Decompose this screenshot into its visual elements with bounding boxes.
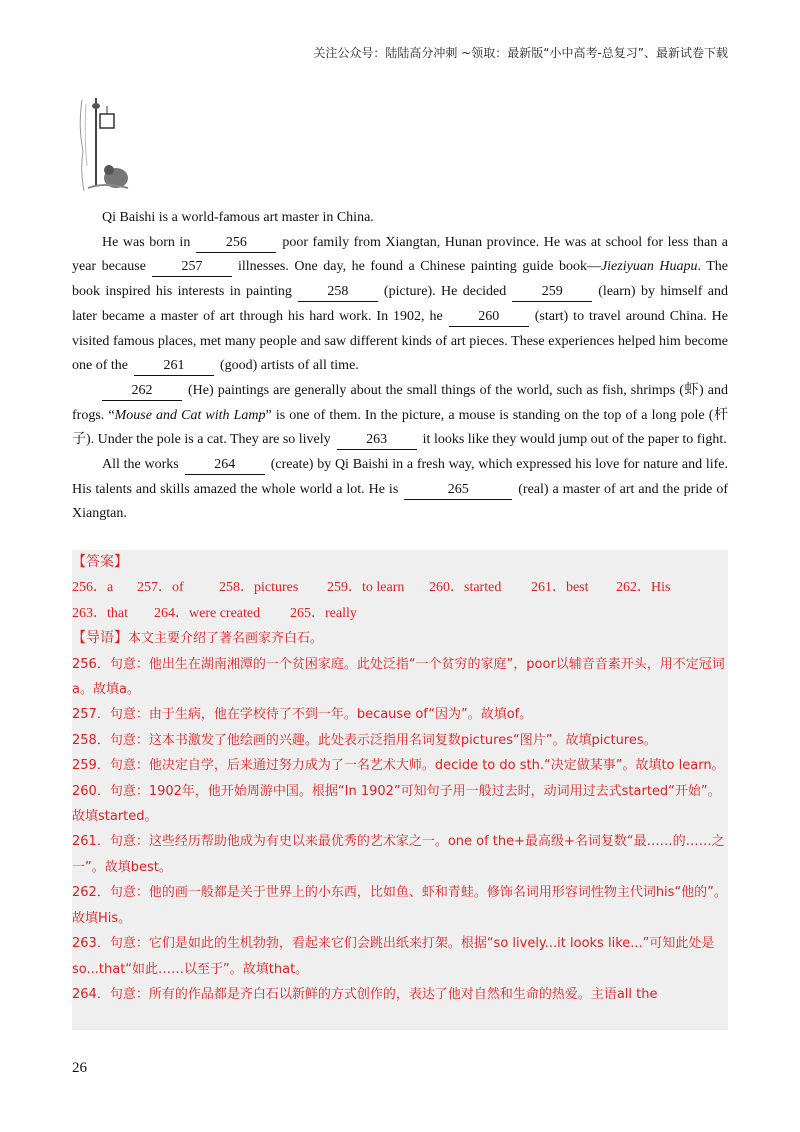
guide-line	[72, 626, 728, 651]
text: (picture). He decided	[383, 284, 507, 300]
reading-passage	[72, 206, 728, 527]
page-number: 26	[72, 1060, 87, 1076]
text: All the works	[102, 457, 179, 473]
guide-text: 本文主要介绍了著名画家齐白石。	[128, 631, 324, 647]
answer-261: 261．best	[531, 580, 589, 596]
explanation-259: 259．句意：他决定自学，后来通过努力成为了一名艺术大师。decide to do sth.“决定做某事”。故填to learn。	[72, 758, 725, 774]
guide-tag: 【导语】	[72, 630, 128, 647]
paragraph-1: Qi Baishi is a world-famous art master in China.	[102, 210, 374, 225]
answer-264: 264．were created	[154, 605, 261, 621]
text: poor family from Xiangtan, Hunan province. He was at school for less than a year because	[72, 234, 728, 275]
answer-257: 257．of	[137, 580, 184, 596]
explanation-264: 264．句意：所有的作品都是齐白石以新鲜的方式创作的，表达了他对自然和生命的热爱。主语all the	[72, 986, 658, 1002]
answer-section	[72, 550, 728, 1030]
answer-263: 263．that	[72, 605, 128, 621]
blank-260[interactable]: 260	[449, 308, 529, 327]
painting-title: Mouse and Cat with Lamp	[114, 407, 266, 423]
explanation-260: 260．句意：1902年，他开始周游中国。根据“In 1902”可知句子用一般过去时，动词用过去式started“开始”。故填started。	[72, 783, 721, 825]
text: (good) artists of all time.	[219, 358, 359, 374]
ink-painting-illustration	[74, 96, 134, 196]
explanation-257: 257．句意：由于生病，他在学校待了不到一年。because of“因为”。故填of。	[72, 707, 533, 723]
book-title: Jieziyuan Huapu	[600, 259, 698, 275]
text: (start) to travel around China. He visited famous places, met many people and saw different kinds of art pieces. These experiences helped him become one of the	[72, 308, 728, 374]
explanation-263: 263．句意：它们是如此的生机勃勃，看起来它们会跳出纸来打架。根据“so lively...it looks like...”可知此处是so...that“如此……以至于”。故填that。	[72, 936, 715, 977]
answer-row-1	[72, 575, 728, 600]
answer-260: 260．started	[429, 580, 502, 596]
text: (He) paintings are generally about the small things of the world, such as fish, shrimps (虾) and frogs. “	[72, 382, 728, 423]
paragraph-4	[72, 453, 728, 527]
text: (real) a master of art and the pride of Xiangtan.	[72, 481, 728, 522]
explanation-262: 262．句意：他的画一般都是关于世界上的小东西，比如鱼、虾和青蛙。修饰名词用形容词性物主代词his“他的”。故填His。	[72, 885, 727, 926]
blank-262[interactable]: 262	[102, 382, 182, 401]
text: ” is one of them. In the picture, a mouse is standing on the top of a long pole (杆子). Under the pole is a cat. They are so lively	[72, 407, 728, 448]
answer-row-2	[72, 601, 728, 626]
blank-261[interactable]: 261	[134, 357, 214, 376]
explanation-258: 258．句意：这本书激发了他绘画的兴趣。此处表示泛指用名词复数pictures“图片”。故填pictures。	[72, 732, 657, 748]
explanation-261: 261．句意：这些经历帮助他成为有史以来最优秀的艺术家之一。one of the+最高级+名词复数“最……的……之一”。故填best。	[72, 834, 725, 875]
blank-264[interactable]: 264	[185, 456, 265, 475]
text: (create) by Qi Baishi in a fresh way, which expressed his love for nature and life. His talents and skills amazed the whole world a lot. He is	[72, 457, 728, 497]
paragraph-2	[72, 231, 728, 379]
answer-259: 259．to learn	[327, 580, 405, 596]
answer-262: 262．His	[616, 580, 671, 596]
blank-259[interactable]: 259	[512, 283, 592, 302]
text: (learn) by himself and later became a master of art through his hard work. In 1902, he	[72, 284, 728, 324]
text: it looks like they would jump out of the paper to fight.	[422, 432, 727, 448]
paragraph-3	[72, 379, 728, 453]
text: illnesses. One day, he found a Chinese painting guide book—	[237, 259, 601, 275]
explanation-256: 256．句意：他出生在湖南湘潭的一个贫困家庭。此处泛指“一个贫穷的家庭”，poor以辅音音素开头，用不定冠词a。故填a。	[72, 656, 725, 698]
answer-265: 265．really	[290, 605, 357, 621]
answer-tag: 【答案】	[72, 554, 128, 570]
blank-258[interactable]: 258	[298, 283, 378, 302]
text: . The book inspired his interests in painting	[72, 259, 729, 300]
answer-258: 258．pictures	[219, 580, 299, 596]
text: He was born in	[102, 234, 191, 250]
blank-265[interactable]: 265	[404, 481, 512, 500]
blank-257[interactable]: 257	[152, 258, 232, 277]
blank-256[interactable]: 256	[196, 234, 276, 253]
answer-256: 256．a	[72, 580, 114, 596]
page-header: 关注公众号：陆陆高分冲刺 ~领取：最新版“小中高考-总复习”、最新试卷下载	[313, 46, 728, 60]
blank-263[interactable]: 263	[337, 431, 417, 450]
